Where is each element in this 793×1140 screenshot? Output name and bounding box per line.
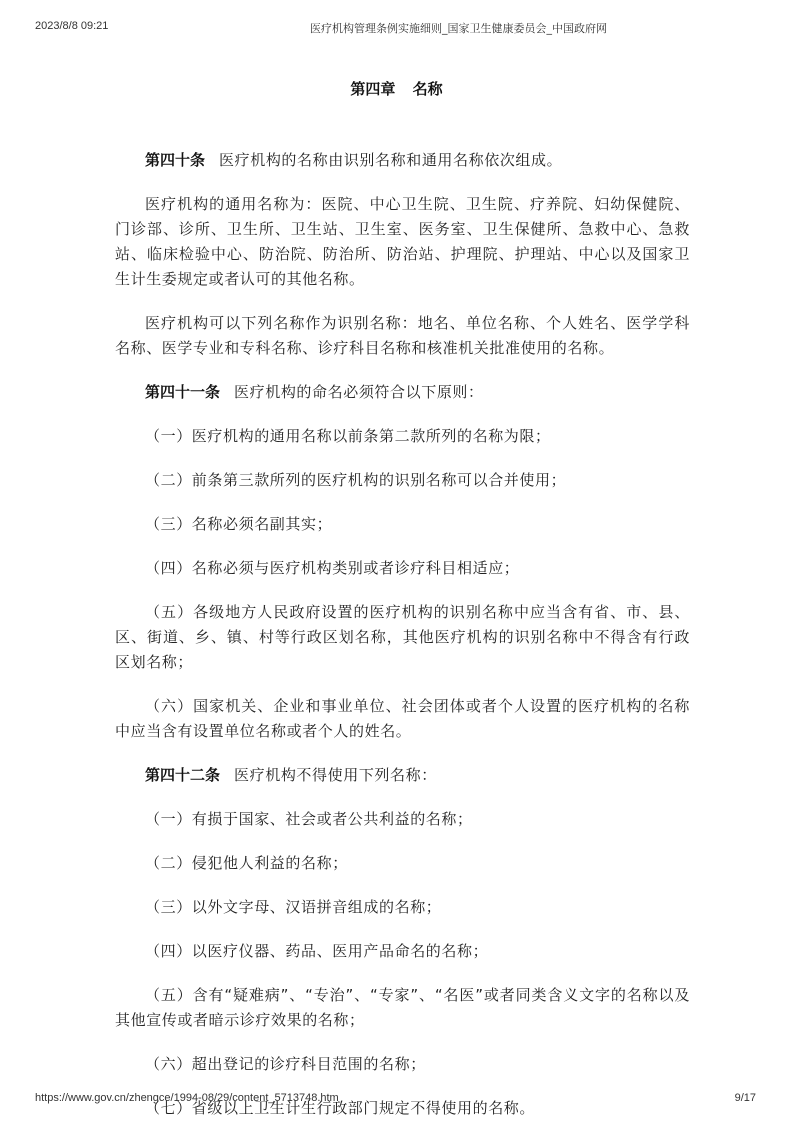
print-datetime: 2023/8/8 09:21 xyxy=(35,20,109,32)
article-42-item: （三）以外文字母、汉语拼音组成的名称； xyxy=(145,898,442,916)
article-body xyxy=(115,148,690,1140)
article-42-item: （五）含有“疑难病”、“专治”、“专家”、“名医”或者同类含义文字的名称以及其他宣传或者暗示诊疗效果的名称； xyxy=(115,986,690,1029)
article-41-number: 第四十一条 xyxy=(145,383,221,401)
article-42-paragraph xyxy=(115,763,690,788)
print-url: https://www.gov.cn/zhengce/1994-08/29/content_5713748.htm xyxy=(35,1092,339,1104)
article-40-paragraph xyxy=(115,148,690,173)
article-40-text: 医疗机构的名称由识别名称和通用名称依次组成。 xyxy=(219,151,563,169)
article-40-clause-2: 医疗机构的通用名称为：医院、中心卫生院、卫生院、疗养院、妇幼保健院、门诊部、诊所、卫生所、卫生站、卫生室、医务室、卫生保健所、急救中心、急救站、临床检验中心、防治院、防治所、防治站、护理院、护理站、中心以及国家卫生计生委规定或者认可的其他名称。 xyxy=(115,195,690,288)
article-41-item: （五）各级地方人民政府设置的医疗机构的识别名称中应当含有省、市、县、区、街道、乡、镇、村等行政区划名称，其他医疗机构的识别名称中不得含有行政区划名称； xyxy=(115,603,690,671)
article-41-text: 医疗机构的命名必须符合以下原则： xyxy=(234,383,484,401)
article-40-number: 第四十条 xyxy=(145,151,206,169)
article-41-item: （三）名称必须名副其实； xyxy=(145,515,333,533)
article-42-item: （四）以医疗仪器、药品、医用产品命名的名称； xyxy=(145,942,489,960)
print-page-title: 医疗机构管理条例实施细则_国家卫生健康委员会_中国政府网 xyxy=(310,22,607,35)
article-41-item: （六）国家机关、企业和事业单位、社会团体或者个人设置的医疗机构的名称中应当含有设置单位名称或者个人的姓名。 xyxy=(115,697,690,740)
article-42-item: （六）超出登记的诊疗科目范围的名称； xyxy=(145,1055,426,1073)
article-40-clause-3: 医疗机构可以下列名称作为识别名称：地名、单位名称、个人姓名、医学学科名称、医学专业和专科名称、诊疗科目名称和核准机关批准使用的名称。 xyxy=(115,314,690,357)
article-42-item: （七）省级以上卫生计生行政部门规定不得使用的名称。 xyxy=(145,1099,536,1117)
article-41-item: （四）名称必须与医疗机构类别或者诊疗科目相适应； xyxy=(145,559,520,577)
article-42-number: 第四十二条 xyxy=(145,766,221,784)
article-41-paragraph xyxy=(115,380,690,405)
article-41-item: （一）医疗机构的通用名称以前条第二款所列的名称为限； xyxy=(145,427,551,445)
article-42-item: （一）有损于国家、社会或者公共利益的名称； xyxy=(145,810,473,828)
page-number: 9/17 xyxy=(734,1092,756,1104)
article-41-item: （二）前条第三款所列的医疗机构的识别名称可以合并使用； xyxy=(145,471,567,489)
article-42-item: （二）侵犯他人利益的名称； xyxy=(145,854,348,872)
article-42-text: 医疗机构不得使用下列名称： xyxy=(234,766,437,784)
chapter-title: 第四章 名称 xyxy=(350,80,443,98)
